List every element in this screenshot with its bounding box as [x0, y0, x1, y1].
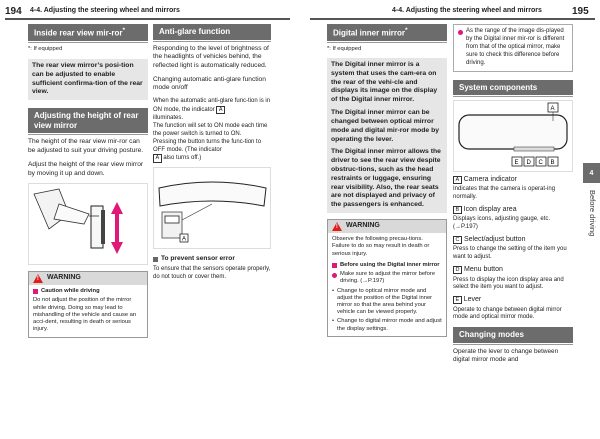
column-4 — [453, 24, 573, 365]
range-note-box — [453, 24, 573, 72]
digital-mirror-heading: Digital inner mirror* — [327, 24, 447, 41]
range-note: As the range of the image dis-played by the Digital inner mir-ror is different from that of the optical mirror, make sure to check this difference before driving. — [458, 28, 568, 68]
antiglare-illustration — [153, 167, 271, 249]
adjust-height-heading: Adjusting the height of rear view mirror — [28, 108, 148, 133]
sensor-text: To ensure that the sensors operate properly, do not touch or cover them. — [153, 266, 271, 280]
column-3 — [327, 24, 447, 337]
label-e: E — [514, 160, 519, 167]
right-page-number: 195 — [572, 6, 589, 17]
warning-icon — [33, 274, 43, 283]
component-item: C Select/adjust button Press to change the setting of the item you want to adjust. — [453, 236, 567, 261]
sensor-heading: To prevent sensor error — [153, 255, 271, 264]
warning-bullet: Make sure to adjust the mirror before driving. (→P.197) — [332, 271, 442, 285]
inside-mirror-heading: Inside rear view mir-ror* — [28, 24, 148, 41]
antiglare-text-1: Responding to the level of brightness of the headlights of vehicles behind, the reflected light is automatically reduced. — [153, 44, 269, 69]
warning-dash-1: • Change to optical mirror mode and adjust the position of the Digital inner mirror so that the area behind your vehicle can be viewed properly. — [332, 287, 433, 316]
components-list — [453, 175, 573, 322]
chapter-label: Before driving — [588, 190, 597, 237]
mirror-height-drawing — [29, 184, 147, 264]
label-a-inline-2: A — [153, 154, 162, 162]
illustration-label-a: A — [182, 236, 187, 243]
footnote: *: If equipped — [327, 46, 362, 53]
label-a-inline: A — [216, 106, 225, 114]
warning-box-left — [28, 271, 148, 337]
warning-header: ! WARNING — [29, 272, 147, 285]
right-header-rule — [310, 18, 595, 20]
components-illustration — [453, 100, 573, 172]
intro-box: The rear view mirror’s posi-tion can be adjusted to enable sufficient confirma-tion of the rear view. — [28, 59, 148, 100]
adjust-text-1: The height of the rear view mir-ror can be adjusted to suit your driving posture. — [28, 138, 144, 155]
component-item: E Lever Operate to change between digital mirror mode and optical mirror mode. — [453, 296, 562, 321]
antiglare-heading: Anti-glare function — [153, 24, 271, 40]
antiglare-note: When the automatic anti-glare func-tion is in ON mode, the indicator A illuminates. The function will set to ON mode each time the power switch is turned to ON. Pressing the button turns the func-tion to OFF mode. (The indicator A also turns off.) — [153, 98, 271, 162]
mirror-drawing — [154, 168, 270, 248]
component-item: A Camera indicator Indicates that the camera is operat-ing normally. — [453, 176, 556, 201]
warning-text: Observe the following precau-tions. Failure to do so may result in death or serious injury. — [332, 236, 430, 257]
bullet-dot-icon — [332, 273, 337, 278]
bullet-dot-icon — [458, 30, 463, 35]
mirror-height-illustration — [28, 183, 148, 265]
warning-box-right — [327, 219, 447, 337]
label-d: D — [526, 160, 531, 167]
column-2 — [153, 24, 271, 282]
left-header-title: 4-4. Adjusting the steering wheel and mirrors — [30, 7, 180, 14]
digital-mirror-drawing — [454, 101, 572, 171]
label-a: A — [550, 106, 555, 113]
warning-header: ! WARNING — [328, 220, 446, 233]
right-header-title: 4-4. Adjusting the steering wheel and mirrors — [392, 7, 542, 14]
digital-intro-box: The Digital inner mirror is a system that uses the cam-era on the rear of the vehi-cle and displays its image on the display of the Digital inner mirror. The Digital inner mirror can be changed between optical mirror mode and digital mir-ror mode by operating the lever. The Digital inner mirror allows the driver to see the rear view despite obstruc-tions, such as the head restraints or luggage, ensuring rear visibility. Also, the rear seats are not displayed and privacy of the passengers is enhanced. — [327, 58, 447, 213]
adjust-text-2: Adjust the height of the rear view mirror by moving it up and down. — [28, 160, 144, 177]
left-page-number: 194 — [5, 6, 22, 17]
warning-subheading: Caution while driving — [33, 288, 143, 295]
component-item: B Icon display area Displays icons, adjusting gauge, etc. (→P.197) — [453, 206, 551, 231]
warning-body — [29, 285, 147, 336]
column-1 — [28, 24, 148, 338]
left-header-rule — [5, 18, 290, 20]
changing-modes-text: Operate the lever to change between digital mirror mode and — [453, 347, 559, 364]
chapter-tab[interactable]: 4 — [583, 163, 600, 183]
warning-subheading: Before using the Digital inner mirror — [332, 262, 442, 269]
label-b: B — [550, 160, 555, 167]
component-item: D Menu button Press to display the icon display area and select the item you want to adjust. — [453, 266, 564, 291]
antiglare-text-2: Changing automatic anti-glare function mode on/off — [153, 75, 266, 92]
warning-text: Do not adjust the position of the mirror while driving. Doing so may lead to mishandling of the vehicle and cause an acci-dent, resulting in death or serious injury. — [33, 297, 137, 333]
square-bullet-icon — [153, 257, 158, 262]
label-c: C — [538, 160, 543, 167]
warning-body — [328, 233, 446, 336]
changing-modes-heading: Changing modes — [453, 327, 573, 343]
warning-icon — [332, 222, 342, 231]
system-components-heading: System components — [453, 80, 573, 96]
square-bullet-icon — [332, 263, 337, 268]
square-bullet-icon — [33, 289, 38, 294]
warning-dash-2: • Change to digital mirror mode and adjust the display settings. — [332, 318, 442, 332]
footnote: *: If equipped — [28, 46, 63, 53]
